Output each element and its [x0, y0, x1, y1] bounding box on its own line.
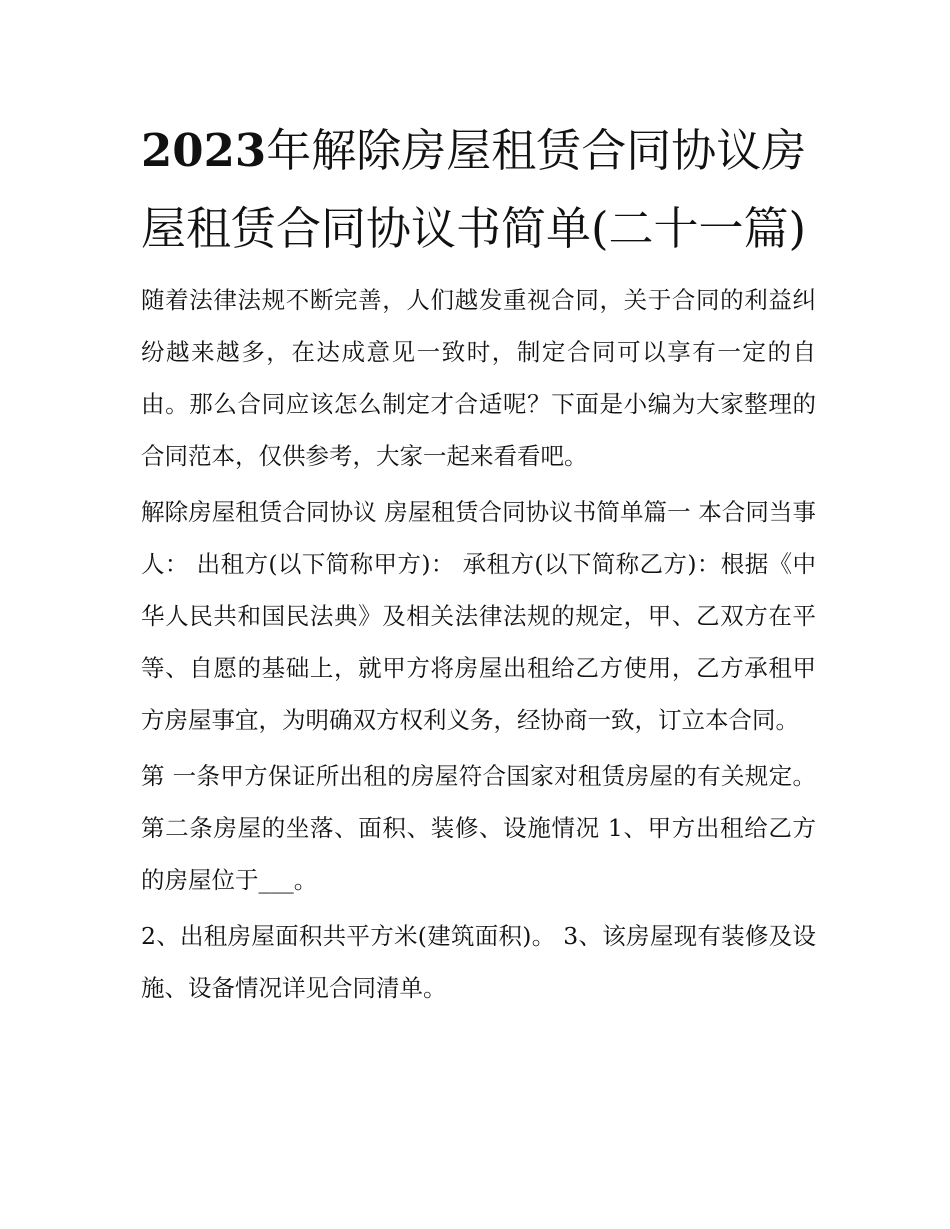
document-title	[141, 112, 816, 268]
contract-parties-paragraph: 解除房屋租赁合同协议 房屋租赁合同协议书简单篇一 本合同当事人： 出租方(以下简称甲方)： 承租方(以下简称乙方)：根据《中华人民共和国民法典》及相关法律法规的规定，甲、乙双方在平等、自愿的基础上，就甲方将房屋出租给乙方使用，乙方承租甲方房屋事宜，为明确双方权利义务，经协商一致，订立本合同。	[141, 498, 816, 734]
area-facilities-paragraph: 2、出租房屋面积共平方米(建筑面积)。 3、该房屋现有装修及设施、设备情况详见合同清单。	[141, 922, 816, 1002]
document-page	[141, 112, 816, 1018]
article-one-two-paragraph: 第 一条甲方保证所出租的房屋符合国家对租赁房屋的有关规定。 第二条房屋的坐落、面积、装修、设施情况 1、甲方出租给乙方的房屋位于___。	[141, 762, 816, 894]
title-year: 2023	[141, 124, 267, 177]
title-text: 年解除房屋租赁合同协议房屋租赁合同协议书简单(二十一篇)	[141, 124, 807, 255]
intro-paragraph: 随着法律法规不断完善，人们越发重视合同，关于合同的利益纠纷越来越多，在达成意见一致时，制定合同可以享有一定的自由。那么合同应该怎么制定才合适呢？下面是小编为大家整理的合同范本，仅供参考，大家一起来看看吧。	[141, 286, 816, 470]
